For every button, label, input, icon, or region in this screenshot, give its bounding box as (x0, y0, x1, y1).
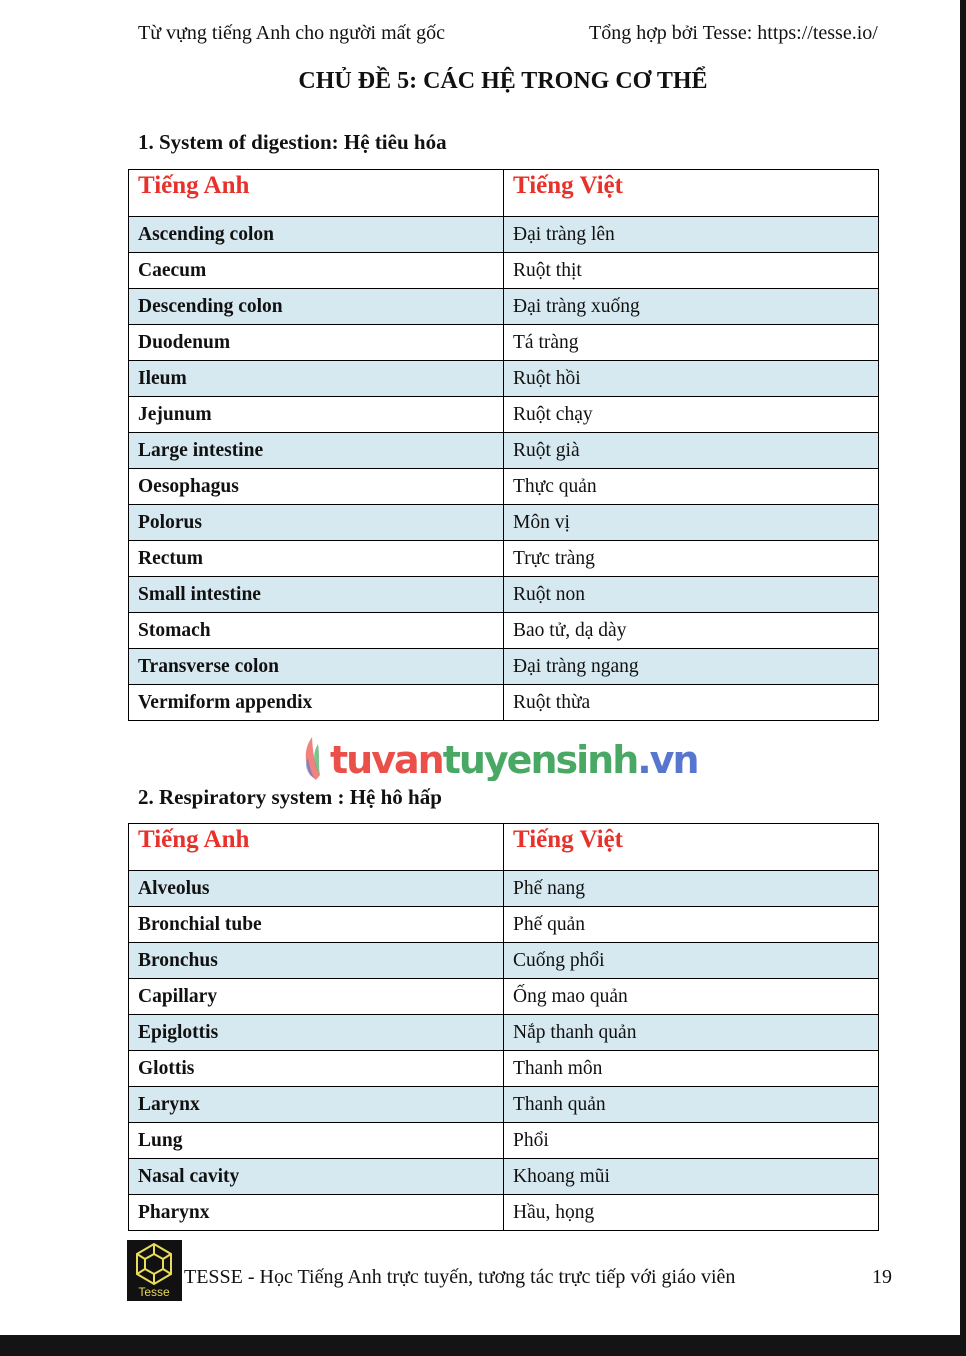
english-term: Oesophagus (129, 469, 504, 505)
table-row (129, 253, 879, 289)
table-row (129, 289, 879, 325)
table-row (129, 613, 879, 649)
english-term: Transverse colon (129, 649, 504, 685)
section-heading-2: 2. Respiratory system : Hệ hô hấp (138, 785, 442, 809)
english-term: Glottis (129, 1051, 504, 1087)
logo-text: Tesse (138, 1285, 170, 1299)
vietnamese-term: Phế quản (504, 907, 879, 943)
footer-text: TESSE - Học Tiếng Anh trực tuyến, tương tác trực tiếp với giáo viên (184, 1266, 736, 1288)
section-heading-1: 1. System of digestion: Hệ tiêu hóa (138, 130, 447, 154)
vietnamese-term: Thanh quản (504, 1087, 879, 1123)
vietnamese-term: Bao tử, dạ dày (504, 613, 879, 649)
english-term: Jejunum (129, 397, 504, 433)
table-header-row (129, 170, 879, 217)
english-term: Alveolus (129, 871, 504, 907)
table-row (129, 469, 879, 505)
table-header-row (129, 824, 879, 871)
vietnamese-term: Thanh môn (504, 1051, 879, 1087)
english-term: Large intestine (129, 433, 504, 469)
table-row (129, 325, 879, 361)
vietnamese-term: Ống mao quản (504, 979, 879, 1015)
vietnamese-term: Môn vị (504, 505, 879, 541)
vietnamese-term: Ruột thừa (504, 685, 879, 721)
vietnamese-term: Thực quản (504, 469, 879, 505)
english-term: Bronchus (129, 943, 504, 979)
vietnamese-term: Phế nang (504, 871, 879, 907)
table-row (129, 433, 879, 469)
english-term: Capillary (129, 979, 504, 1015)
vietnamese-term: Khoang mũi (504, 1159, 879, 1195)
vietnamese-term: Đại tràng ngang (504, 649, 879, 685)
watermark-text: tuvantuyensinh.vn (330, 738, 698, 781)
table-row (129, 577, 879, 613)
page-title: CHỦ ĐỀ 5: CÁC HỆ TRONG CƠ THỂ (298, 68, 708, 94)
column-header-vietnamese: Tiếng Việt (504, 824, 879, 871)
english-term: Stomach (129, 613, 504, 649)
english-term: Vermiform appendix (129, 685, 504, 721)
table-row (129, 505, 879, 541)
table-row (129, 1087, 879, 1123)
vietnamese-term: Ruột hồi (504, 361, 879, 397)
vietnamese-term: Ruột thịt (504, 253, 879, 289)
table-row (129, 943, 879, 979)
watermark-logo (300, 735, 720, 781)
english-term: Lung (129, 1123, 504, 1159)
tesse-logo (127, 1240, 182, 1301)
english-term: Bronchial tube (129, 907, 504, 943)
table-row (129, 1159, 879, 1195)
english-term: Descending colon (129, 289, 504, 325)
vietnamese-term: Phổi (504, 1123, 879, 1159)
vietnamese-term: Trực tràng (504, 541, 879, 577)
page-number: 19 (872, 1266, 892, 1288)
table-row (129, 649, 879, 685)
table-row (129, 979, 879, 1015)
table-row (129, 1051, 879, 1087)
english-term: Larynx (129, 1087, 504, 1123)
vietnamese-term: Đại tràng xuống (504, 289, 879, 325)
english-term: Duodenum (129, 325, 504, 361)
table-row (129, 541, 879, 577)
english-term: Caecum (129, 253, 504, 289)
vietnamese-term: Tá tràng (504, 325, 879, 361)
table-row (129, 685, 879, 721)
column-header-vietnamese: Tiếng Việt (504, 170, 879, 217)
vietnamese-term: Đại tràng lên (504, 217, 879, 253)
vietnamese-term: Ruột non (504, 577, 879, 613)
english-term: Ascending colon (129, 217, 504, 253)
vietnamese-term: Hầu, họng (504, 1195, 879, 1231)
table-row (129, 907, 879, 943)
table-row (129, 871, 879, 907)
vietnamese-term: Nắp thanh quản (504, 1015, 879, 1051)
vietnamese-term: Ruột chạy (504, 397, 879, 433)
table-row (129, 397, 879, 433)
header-left: Từ vựng tiếng Anh cho người mất gốc (138, 22, 445, 44)
vietnamese-term: Cuống phổi (504, 943, 879, 979)
column-header-english: Tiếng Anh (129, 824, 504, 871)
vocab-table-digestion (128, 169, 879, 721)
english-term: Ileum (129, 361, 504, 397)
vocab-table-respiratory (128, 823, 879, 1231)
table-row (129, 361, 879, 397)
table-row (129, 217, 879, 253)
english-term: Epiglottis (129, 1015, 504, 1051)
english-term: Small intestine (129, 577, 504, 613)
table-row (129, 1123, 879, 1159)
column-header-english: Tiếng Anh (129, 170, 504, 217)
english-term: Rectum (129, 541, 504, 577)
table-row (129, 1015, 879, 1051)
english-term: Nasal cavity (129, 1159, 504, 1195)
header-right: Tổng hợp bởi Tesse: https://tesse.io/ (589, 22, 878, 44)
english-term: Pharynx (129, 1195, 504, 1231)
table-row (129, 1195, 879, 1231)
english-term: Polorus (129, 505, 504, 541)
vietnamese-term: Ruột già (504, 433, 879, 469)
